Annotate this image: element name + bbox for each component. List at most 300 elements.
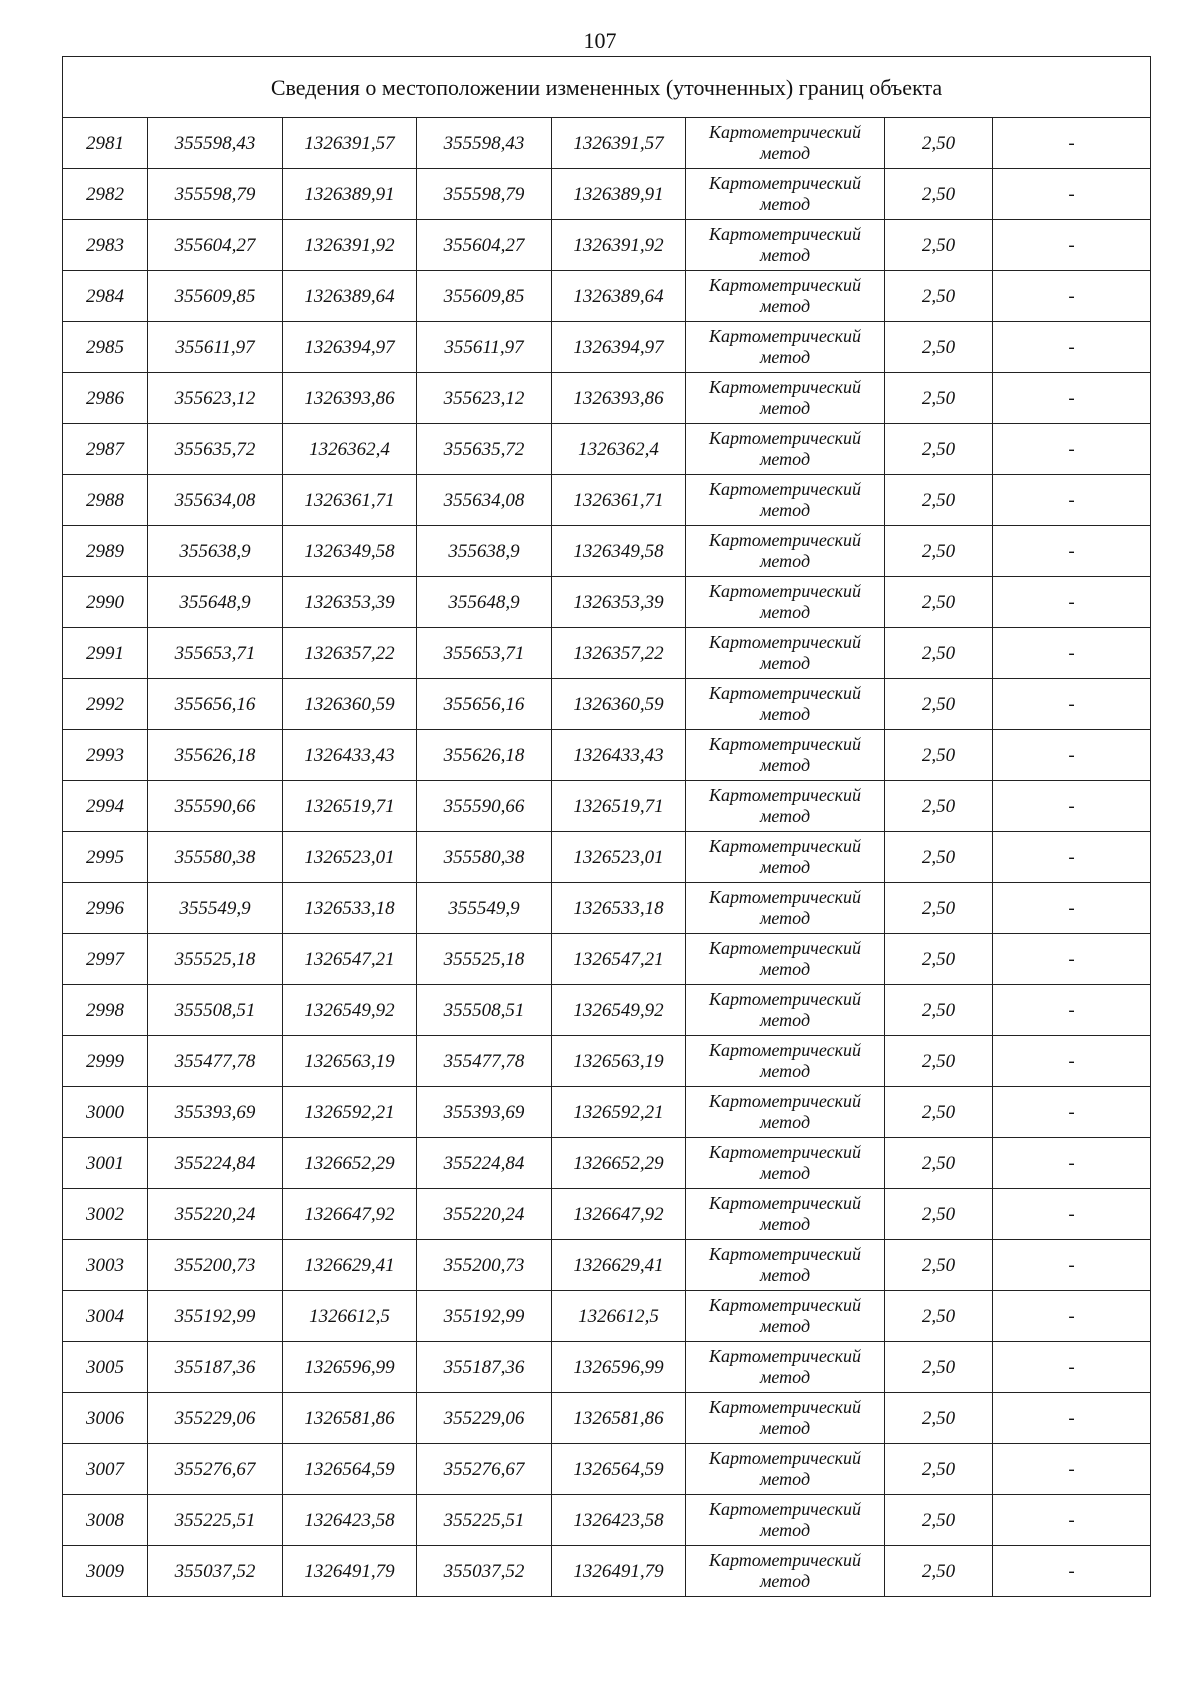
description-cell: -: [993, 628, 1151, 679]
y-new-cell: 1326563,19: [552, 1036, 686, 1087]
description-cell: -: [993, 934, 1151, 985]
x-new-cell: 355590,66: [417, 781, 552, 832]
method-line2: метод: [759, 194, 811, 214]
x-existing-cell: 355638,9: [148, 526, 283, 577]
x-existing-cell: 355635,72: [148, 424, 283, 475]
method-cell: [686, 730, 885, 781]
point-number-cell: 2989: [63, 526, 148, 577]
method-line2: метод: [759, 551, 811, 571]
y-existing-cell: 1326564,59: [283, 1444, 417, 1495]
x-existing-cell: 355580,38: [148, 832, 283, 883]
point-number-cell: 2985: [63, 322, 148, 373]
y-existing-cell: 1326612,5: [283, 1291, 417, 1342]
description-cell: -: [993, 1240, 1151, 1291]
method-line1: Картометрический: [708, 479, 861, 499]
method-cell: [686, 985, 885, 1036]
method-line2: метод: [759, 296, 811, 316]
method-line1: Картометрический: [708, 1397, 861, 1417]
accuracy-cell: 2,50: [885, 1546, 993, 1597]
x-new-cell: 355220,24: [417, 1189, 552, 1240]
x-new-cell: 355580,38: [417, 832, 552, 883]
description-cell: -: [993, 475, 1151, 526]
method-cell: [686, 169, 885, 220]
method-cell: [686, 1240, 885, 1291]
point-number-cell: 3007: [63, 1444, 148, 1495]
method-cell: [686, 118, 885, 169]
method-cell: [686, 1342, 885, 1393]
description-cell: -: [993, 1291, 1151, 1342]
method-line2: метод: [759, 347, 811, 367]
method-line1: Картометрический: [708, 224, 861, 244]
point-number-cell: 2999: [63, 1036, 148, 1087]
y-new-cell: 1326612,5: [552, 1291, 686, 1342]
description-cell: -: [993, 1393, 1151, 1444]
y-new-cell: 1326581,86: [552, 1393, 686, 1444]
table-row: [63, 934, 1151, 985]
method-line2: метод: [759, 1112, 811, 1132]
description-cell: -: [993, 1546, 1151, 1597]
accuracy-cell: 2,50: [885, 169, 993, 220]
y-existing-cell: 1326360,59: [283, 679, 417, 730]
accuracy-cell: 2,50: [885, 1444, 993, 1495]
method-line1: Картометрический: [708, 1193, 861, 1213]
accuracy-cell: 2,50: [885, 1036, 993, 1087]
method-cell: [686, 1138, 885, 1189]
description-cell: -: [993, 526, 1151, 577]
description-cell: -: [993, 1444, 1151, 1495]
x-existing-cell: 355590,66: [148, 781, 283, 832]
point-number-cell: 3000: [63, 1087, 148, 1138]
method-line2: метод: [759, 908, 811, 928]
x-existing-cell: 355393,69: [148, 1087, 283, 1138]
table-row: [63, 1546, 1151, 1597]
description-cell: -: [993, 679, 1151, 730]
point-number-cell: 2983: [63, 220, 148, 271]
point-number-cell: 2982: [63, 169, 148, 220]
table-row: [63, 220, 1151, 271]
method-line2: метод: [759, 500, 811, 520]
method-cell: [686, 373, 885, 424]
description-cell: -: [993, 1138, 1151, 1189]
x-existing-cell: 355276,67: [148, 1444, 283, 1495]
method-line1: Картометрический: [708, 989, 861, 1009]
accuracy-cell: 2,50: [885, 1240, 993, 1291]
y-existing-cell: 1326629,41: [283, 1240, 417, 1291]
x-existing-cell: 355192,99: [148, 1291, 283, 1342]
table-row: [63, 1291, 1151, 1342]
y-existing-cell: 1326393,86: [283, 373, 417, 424]
y-new-cell: 1326391,92: [552, 220, 686, 271]
y-new-cell: 1326652,29: [552, 1138, 686, 1189]
accuracy-cell: 2,50: [885, 1189, 993, 1240]
boundary-coordinates-table: [62, 56, 1151, 1597]
description-cell: -: [993, 781, 1151, 832]
x-existing-cell: 355634,08: [148, 475, 283, 526]
y-new-cell: 1326523,01: [552, 832, 686, 883]
point-number-cell: 2998: [63, 985, 148, 1036]
method-line2: метод: [759, 1418, 811, 1438]
method-cell: [686, 1444, 885, 1495]
method-line1: Картометрический: [708, 173, 861, 193]
point-number-cell: 3004: [63, 1291, 148, 1342]
y-new-cell: 1326362,4: [552, 424, 686, 475]
x-new-cell: 355549,9: [417, 883, 552, 934]
x-new-cell: 355634,08: [417, 475, 552, 526]
method-line1: Картометрический: [708, 1040, 861, 1060]
x-new-cell: 355635,72: [417, 424, 552, 475]
method-cell: [686, 1189, 885, 1240]
accuracy-cell: 2,50: [885, 679, 993, 730]
method-cell: [686, 1291, 885, 1342]
y-existing-cell: 1326592,21: [283, 1087, 417, 1138]
x-new-cell: 355276,67: [417, 1444, 552, 1495]
y-new-cell: 1326433,43: [552, 730, 686, 781]
x-new-cell: 355648,9: [417, 577, 552, 628]
accuracy-cell: 2,50: [885, 271, 993, 322]
accuracy-cell: 2,50: [885, 985, 993, 1036]
accuracy-cell: 2,50: [885, 373, 993, 424]
description-cell: -: [993, 373, 1151, 424]
table-row: [63, 1189, 1151, 1240]
x-new-cell: 355653,71: [417, 628, 552, 679]
accuracy-cell: 2,50: [885, 934, 993, 985]
y-existing-cell: 1326433,43: [283, 730, 417, 781]
description-cell: -: [993, 1189, 1151, 1240]
y-existing-cell: 1326423,58: [283, 1495, 417, 1546]
y-existing-cell: 1326391,92: [283, 220, 417, 271]
accuracy-cell: 2,50: [885, 220, 993, 271]
method-cell: [686, 1393, 885, 1444]
y-new-cell: 1326423,58: [552, 1495, 686, 1546]
method-cell: [686, 526, 885, 577]
x-new-cell: 355229,06: [417, 1393, 552, 1444]
method-line1: Картометрический: [708, 734, 861, 754]
y-existing-cell: 1326652,29: [283, 1138, 417, 1189]
accuracy-cell: 2,50: [885, 1087, 993, 1138]
description-cell: -: [993, 883, 1151, 934]
y-existing-cell: 1326533,18: [283, 883, 417, 934]
method-line2: метод: [759, 806, 811, 826]
accuracy-cell: 2,50: [885, 1342, 993, 1393]
point-number-cell: 3002: [63, 1189, 148, 1240]
description-cell: -: [993, 985, 1151, 1036]
y-existing-cell: 1326389,64: [283, 271, 417, 322]
method-line2: метод: [759, 1316, 811, 1336]
point-number-cell: 2981: [63, 118, 148, 169]
x-new-cell: 355477,78: [417, 1036, 552, 1087]
point-number-cell: 3006: [63, 1393, 148, 1444]
method-line1: Картометрический: [708, 428, 861, 448]
accuracy-cell: 2,50: [885, 1291, 993, 1342]
method-line1: Картометрический: [708, 122, 861, 142]
x-existing-cell: 355525,18: [148, 934, 283, 985]
method-line1: Картометрический: [708, 377, 861, 397]
point-number-cell: 2992: [63, 679, 148, 730]
x-new-cell: 355525,18: [417, 934, 552, 985]
y-new-cell: 1326391,57: [552, 118, 686, 169]
table-row: [63, 883, 1151, 934]
method-line1: Картометрический: [708, 326, 861, 346]
x-existing-cell: 355549,9: [148, 883, 283, 934]
table-row: [63, 526, 1151, 577]
table-row: [63, 1087, 1151, 1138]
x-existing-cell: 355477,78: [148, 1036, 283, 1087]
x-new-cell: 355598,79: [417, 169, 552, 220]
method-cell: [686, 424, 885, 475]
method-line2: метод: [759, 755, 811, 775]
accuracy-cell: 2,50: [885, 781, 993, 832]
table-row: [63, 832, 1151, 883]
y-new-cell: 1326596,99: [552, 1342, 686, 1393]
description-cell: -: [993, 1495, 1151, 1546]
x-new-cell: 355623,12: [417, 373, 552, 424]
method-line2: метод: [759, 449, 811, 469]
description-cell: -: [993, 220, 1151, 271]
x-existing-cell: 355626,18: [148, 730, 283, 781]
method-cell: [686, 1087, 885, 1138]
method-line2: метод: [759, 653, 811, 673]
point-number-cell: 2995: [63, 832, 148, 883]
x-new-cell: 355037,52: [417, 1546, 552, 1597]
method-line1: Картометрический: [708, 938, 861, 958]
y-existing-cell: 1326353,39: [283, 577, 417, 628]
y-existing-cell: 1326361,71: [283, 475, 417, 526]
y-existing-cell: 1326549,92: [283, 985, 417, 1036]
y-existing-cell: 1326391,57: [283, 118, 417, 169]
point-number-cell: 2991: [63, 628, 148, 679]
method-line2: метод: [759, 1061, 811, 1081]
point-number-cell: 2994: [63, 781, 148, 832]
y-new-cell: 1326547,21: [552, 934, 686, 985]
table-row: [63, 1036, 1151, 1087]
x-existing-cell: 355229,06: [148, 1393, 283, 1444]
method-cell: [686, 1036, 885, 1087]
y-new-cell: 1326357,22: [552, 628, 686, 679]
y-new-cell: 1326389,91: [552, 169, 686, 220]
method-line1: Картометрический: [708, 1142, 861, 1162]
table-row: [63, 1342, 1151, 1393]
table-row: [63, 781, 1151, 832]
table-row: [63, 628, 1151, 679]
table-row: [63, 118, 1151, 169]
y-new-cell: 1326491,79: [552, 1546, 686, 1597]
y-existing-cell: 1326362,4: [283, 424, 417, 475]
x-existing-cell: 355224,84: [148, 1138, 283, 1189]
y-new-cell: 1326394,97: [552, 322, 686, 373]
point-number-cell: 3009: [63, 1546, 148, 1597]
method-line1: Картометрический: [708, 1091, 861, 1111]
method-line2: метод: [759, 857, 811, 877]
accuracy-cell: 2,50: [885, 730, 993, 781]
table-row: [63, 1495, 1151, 1546]
table-row: [63, 169, 1151, 220]
method-line2: метод: [759, 1214, 811, 1234]
table-row: [63, 373, 1151, 424]
table-row: [63, 730, 1151, 781]
x-existing-cell: 355611,97: [148, 322, 283, 373]
method-line2: метод: [759, 959, 811, 979]
accuracy-cell: 2,50: [885, 1495, 993, 1546]
y-new-cell: 1326361,71: [552, 475, 686, 526]
y-new-cell: 1326519,71: [552, 781, 686, 832]
accuracy-cell: 2,50: [885, 526, 993, 577]
point-number-cell: 3008: [63, 1495, 148, 1546]
table-row: [63, 322, 1151, 373]
table-row: [63, 1240, 1151, 1291]
accuracy-cell: 2,50: [885, 628, 993, 679]
x-existing-cell: 355037,52: [148, 1546, 283, 1597]
x-existing-cell: 355623,12: [148, 373, 283, 424]
point-number-cell: 2987: [63, 424, 148, 475]
table-row: [63, 1444, 1151, 1495]
method-line2: метод: [759, 398, 811, 418]
accuracy-cell: 2,50: [885, 883, 993, 934]
table-row: [63, 679, 1151, 730]
accuracy-cell: 2,50: [885, 322, 993, 373]
method-line2: метод: [759, 1163, 811, 1183]
x-new-cell: 355192,99: [417, 1291, 552, 1342]
y-existing-cell: 1326596,99: [283, 1342, 417, 1393]
method-line1: Картометрический: [708, 683, 861, 703]
table-row: [63, 475, 1151, 526]
point-number-cell: 3005: [63, 1342, 148, 1393]
y-existing-cell: 1326357,22: [283, 628, 417, 679]
method-cell: [686, 883, 885, 934]
x-new-cell: 355656,16: [417, 679, 552, 730]
y-new-cell: 1326393,86: [552, 373, 686, 424]
method-cell: [686, 475, 885, 526]
x-existing-cell: 355604,27: [148, 220, 283, 271]
y-new-cell: 1326592,21: [552, 1087, 686, 1138]
y-new-cell: 1326564,59: [552, 1444, 686, 1495]
method-cell: [686, 832, 885, 883]
point-number-cell: 3001: [63, 1138, 148, 1189]
method-cell: [686, 220, 885, 271]
y-existing-cell: 1326491,79: [283, 1546, 417, 1597]
point-number-cell: 2990: [63, 577, 148, 628]
method-line1: Картометрический: [708, 1448, 861, 1468]
x-new-cell: 355626,18: [417, 730, 552, 781]
method-cell: [686, 781, 885, 832]
y-new-cell: 1326533,18: [552, 883, 686, 934]
y-new-cell: 1326647,92: [552, 1189, 686, 1240]
method-line2: метод: [759, 1571, 811, 1591]
method-line1: Картометрический: [708, 887, 861, 907]
y-existing-cell: 1326523,01: [283, 832, 417, 883]
method-cell: [686, 1495, 885, 1546]
method-line1: Картометрический: [708, 632, 861, 652]
description-cell: -: [993, 424, 1151, 475]
y-existing-cell: 1326394,97: [283, 322, 417, 373]
method-line2: метод: [759, 602, 811, 622]
x-new-cell: 355598,43: [417, 118, 552, 169]
x-new-cell: 355604,27: [417, 220, 552, 271]
y-existing-cell: 1326519,71: [283, 781, 417, 832]
description-cell: -: [993, 322, 1151, 373]
x-new-cell: 355611,97: [417, 322, 552, 373]
description-cell: -: [993, 1036, 1151, 1087]
x-existing-cell: 355648,9: [148, 577, 283, 628]
method-cell: [686, 628, 885, 679]
method-line2: метод: [759, 245, 811, 265]
x-existing-cell: 355656,16: [148, 679, 283, 730]
method-line1: Картометрический: [708, 836, 861, 856]
table-title-row: [63, 57, 1151, 118]
page-number: 107: [583, 28, 617, 53]
description-cell: -: [993, 730, 1151, 781]
x-existing-cell: 355225,51: [148, 1495, 283, 1546]
x-existing-cell: 355200,73: [148, 1240, 283, 1291]
method-line2: метод: [759, 1469, 811, 1489]
x-existing-cell: 355220,24: [148, 1189, 283, 1240]
x-new-cell: 355508,51: [417, 985, 552, 1036]
point-number-cell: 3003: [63, 1240, 148, 1291]
description-cell: -: [993, 1342, 1151, 1393]
y-new-cell: 1326360,59: [552, 679, 686, 730]
method-line1: Картометрический: [708, 1499, 861, 1519]
x-new-cell: 355609,85: [417, 271, 552, 322]
description-cell: -: [993, 577, 1151, 628]
description-cell: -: [993, 118, 1151, 169]
y-new-cell: 1326353,39: [552, 577, 686, 628]
method-line1: Картометрический: [708, 581, 861, 601]
x-new-cell: 355200,73: [417, 1240, 552, 1291]
table-row: [63, 271, 1151, 322]
description-cell: -: [993, 832, 1151, 883]
y-existing-cell: 1326647,92: [283, 1189, 417, 1240]
y-existing-cell: 1326389,91: [283, 169, 417, 220]
method-cell: [686, 577, 885, 628]
x-new-cell: 355187,36: [417, 1342, 552, 1393]
accuracy-cell: 2,50: [885, 424, 993, 475]
method-cell: [686, 1546, 885, 1597]
method-line1: Картометрический: [708, 530, 861, 550]
table-row: [63, 985, 1151, 1036]
point-number-cell: 2997: [63, 934, 148, 985]
x-new-cell: 355225,51: [417, 1495, 552, 1546]
description-cell: -: [993, 1087, 1151, 1138]
table-row: [63, 577, 1151, 628]
table-title: Сведения о местоположении измененных (уточненных) границ объекта: [63, 57, 1151, 118]
method-cell: [686, 322, 885, 373]
y-new-cell: 1326349,58: [552, 526, 686, 577]
point-number-cell: 2996: [63, 883, 148, 934]
y-existing-cell: 1326547,21: [283, 934, 417, 985]
method-cell: [686, 679, 885, 730]
y-existing-cell: 1326349,58: [283, 526, 417, 577]
point-number-cell: 2984: [63, 271, 148, 322]
x-new-cell: 355638,9: [417, 526, 552, 577]
y-new-cell: 1326629,41: [552, 1240, 686, 1291]
description-cell: -: [993, 271, 1151, 322]
method-cell: [686, 934, 885, 985]
description-cell: -: [993, 169, 1151, 220]
method-line2: метод: [759, 1520, 811, 1540]
method-line1: Картометрический: [708, 1346, 861, 1366]
point-number-cell: 2986: [63, 373, 148, 424]
y-new-cell: 1326389,64: [552, 271, 686, 322]
x-existing-cell: 355598,43: [148, 118, 283, 169]
x-existing-cell: 355508,51: [148, 985, 283, 1036]
accuracy-cell: 2,50: [885, 475, 993, 526]
method-cell: [686, 271, 885, 322]
y-existing-cell: 1326581,86: [283, 1393, 417, 1444]
accuracy-cell: 2,50: [885, 118, 993, 169]
x-existing-cell: 355187,36: [148, 1342, 283, 1393]
method-line1: Картометрический: [708, 1295, 861, 1315]
method-line1: Картометрический: [708, 1244, 861, 1264]
point-number-cell: 2988: [63, 475, 148, 526]
